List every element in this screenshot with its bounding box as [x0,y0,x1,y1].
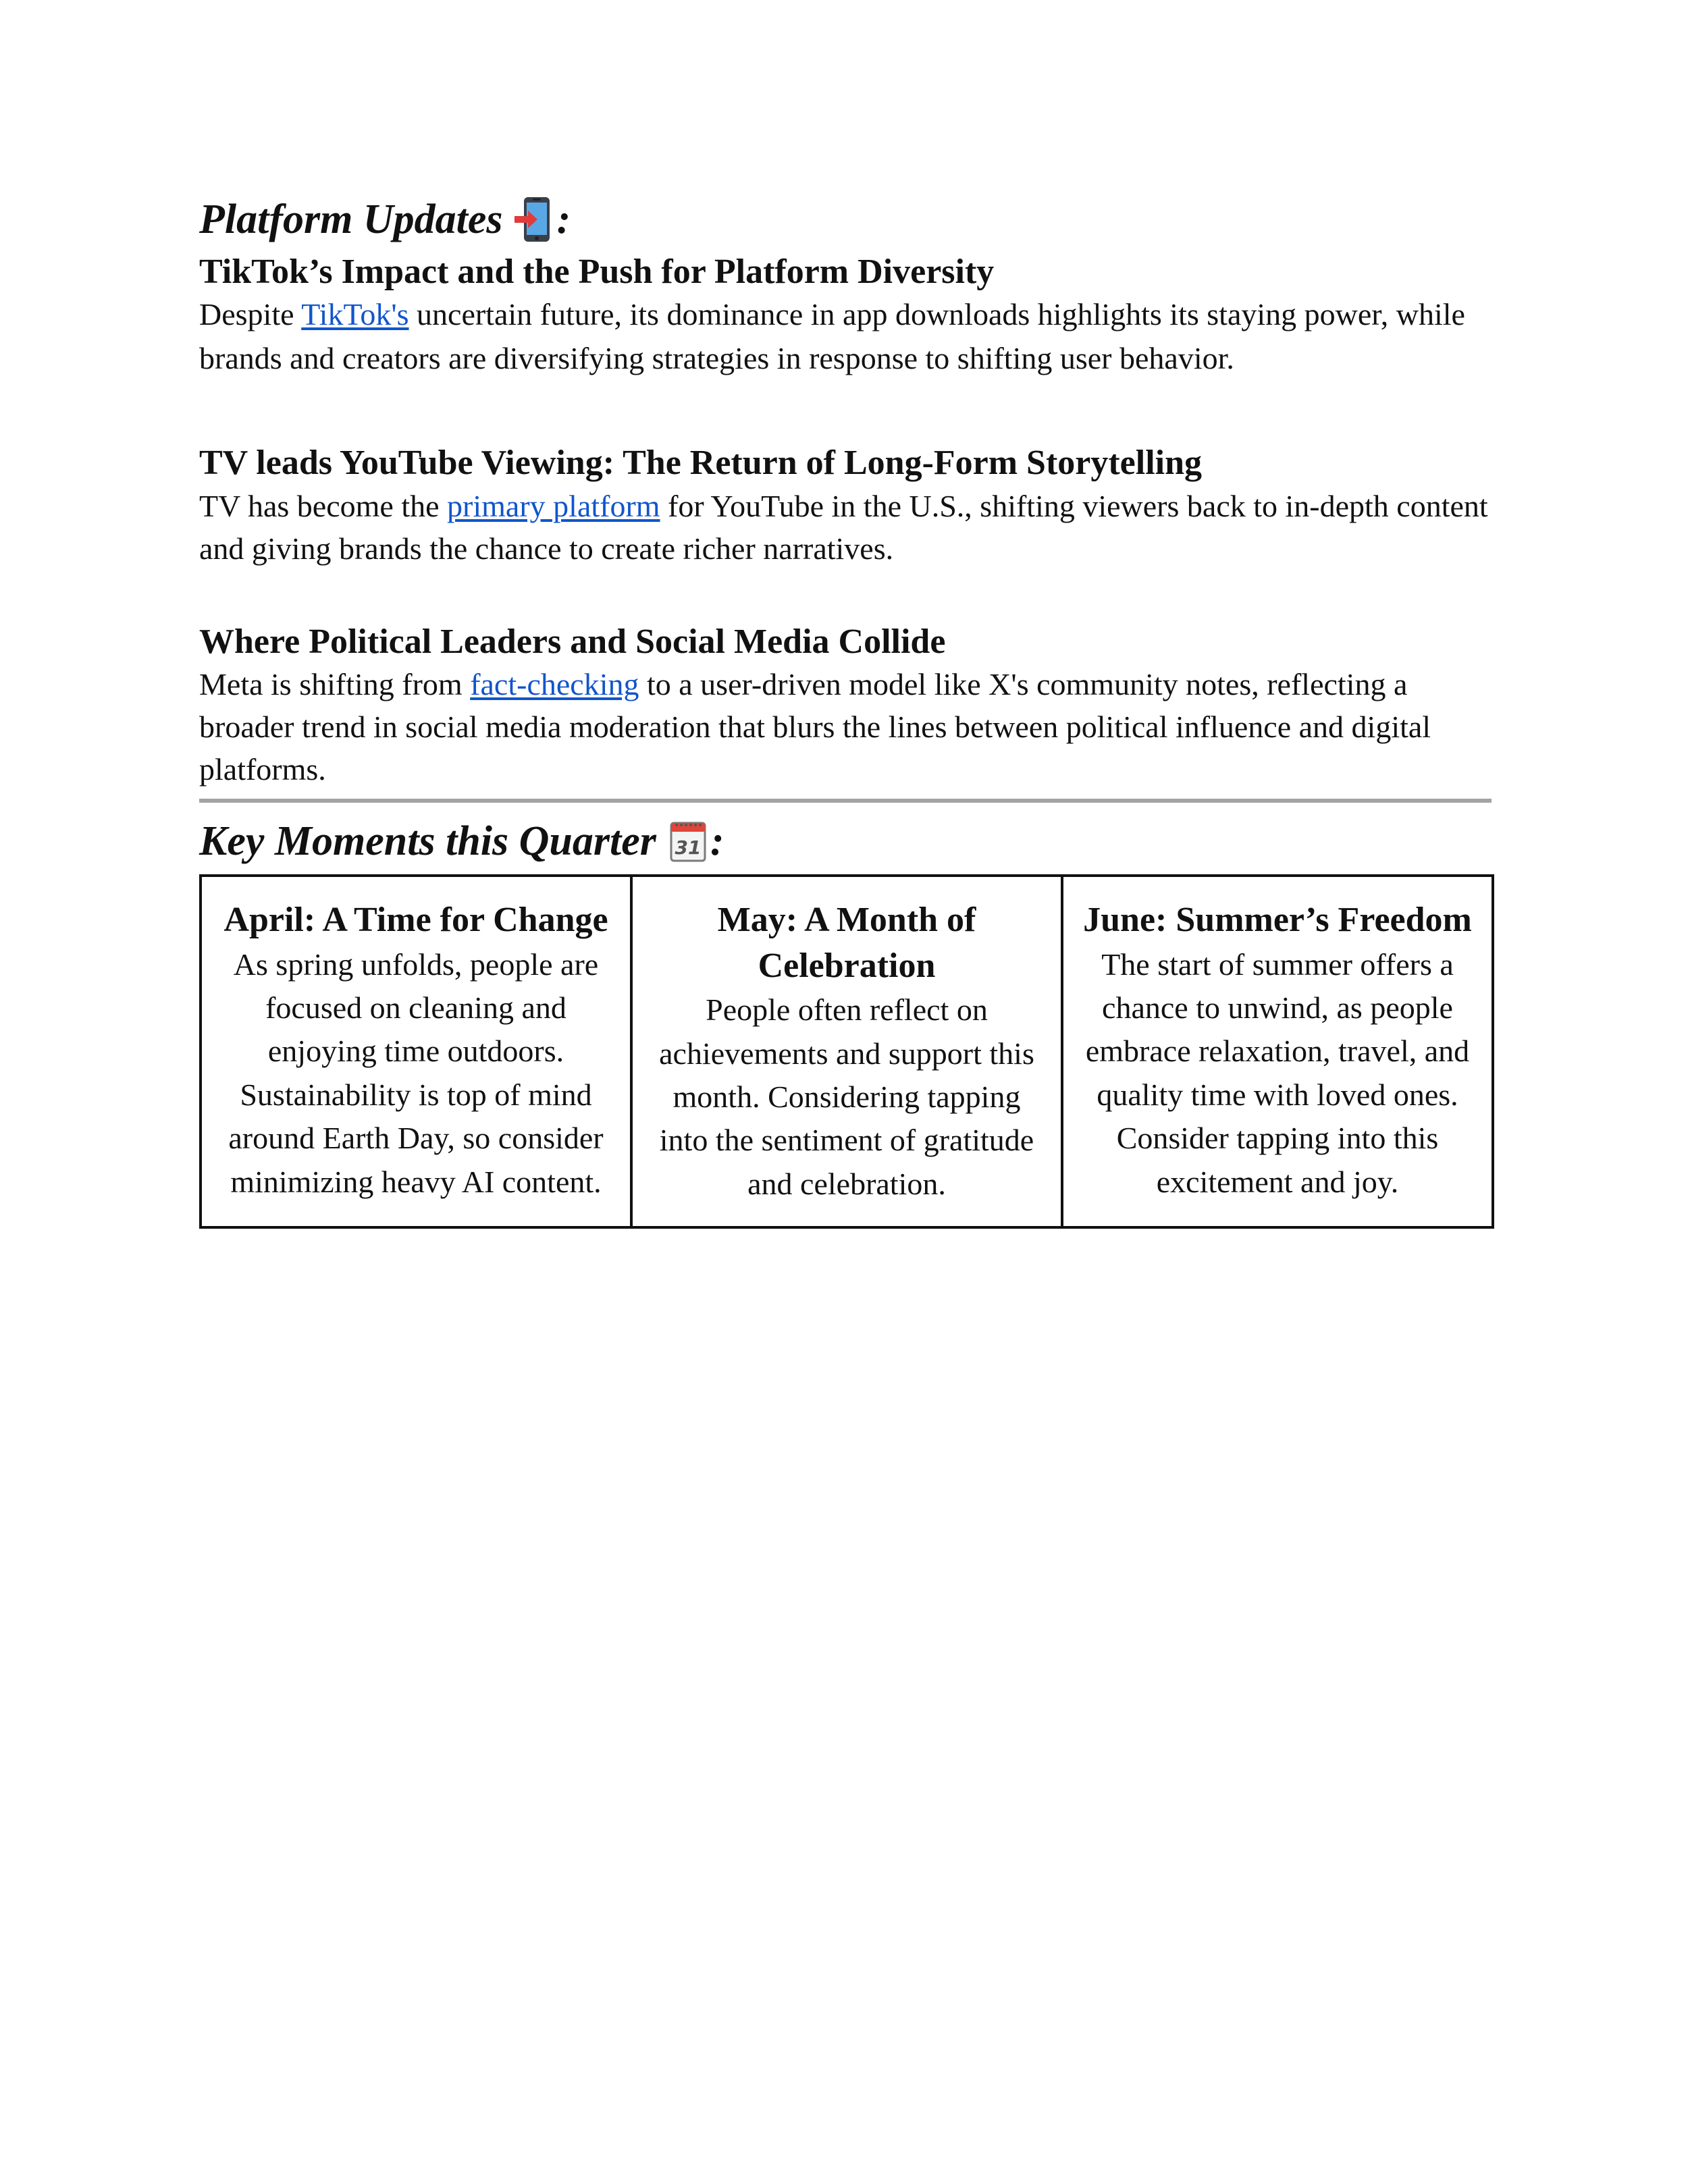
calendar-icon [668,818,708,865]
article-text: TV has become the [199,488,448,523]
platform-updates-colon: : [556,196,571,242]
article-text: uncertain future, its dominance in app downloads highlights its staying power, while brands and creators are diversifying strategies in response to shifting user behavior. [199,297,1465,375]
month-heading: May: A Month of Celebration [717,901,976,985]
april-cell [201,876,631,1227]
key-moments-title [199,818,1492,865]
article-body [199,485,1492,570]
article-text: Meta is shifting from [199,666,471,701]
article-body [199,293,1492,380]
june-cell [1062,876,1493,1227]
section-divider [199,799,1492,803]
key-moments-table [199,874,1494,1229]
key-moments-colon: : [710,818,724,864]
month-body: People often reflect on achievements and support this month. Considering tapping into the sentiment of gratitude and celebration. [659,992,1034,1201]
month-heading: April: A Time for Change [223,901,608,940]
platform-updates-title-text: Platform Updates [199,196,503,242]
article-text: to a user-driven model like X's community notes, reflecting a broader trend in social media moderation that blurs the lines between political influence and digital platforms. [199,666,1431,787]
platform-updates-title [199,196,1492,243]
may-cell [631,876,1062,1227]
article-heading: Where Political Leaders and Social Media Collide [199,622,946,661]
mobile-phone-arrow-icon [515,196,554,243]
calendar-icon-text: 31 [675,836,702,859]
article-text: Despite [199,297,302,332]
fact-checking-link[interactable]: fact-checking [470,666,639,701]
article-political [199,621,1492,791]
article-heading: TikTok’s Impact and the Push for Platform Diversity [199,252,995,291]
primary-platform-link[interactable]: primary platform [447,488,660,523]
article-body [199,663,1492,791]
month-body: As spring unfolds, people are focused on cleaning and enjoying time outdoors. Sustainability is top of mind around Earth Day, so consider minimizing heavy AI content. [228,947,604,1199]
month-heading: June: Summer’s Freedom [1083,901,1472,940]
document-page [199,196,1492,1229]
month-body: The start of summer offers a chance to unwind, as people embrace relaxation, travel, and quality time with loved ones. Consider tapping into this excitement and joy. [1085,947,1470,1199]
key-moments-title-text: Key Moments this Quarter [199,818,656,864]
table-row [201,876,1493,1227]
article-heading: TV leads YouTube Viewing: The Return of Long-Form Storytelling [199,444,1203,483]
article-text: for YouTube in the U.S., shifting viewers back to in-depth content and giving brands the chance to create richer narratives. [199,488,1488,566]
article-youtube [199,442,1492,569]
article-tiktok [199,251,1492,380]
tiktok-link[interactable]: TikTok's [301,297,409,332]
